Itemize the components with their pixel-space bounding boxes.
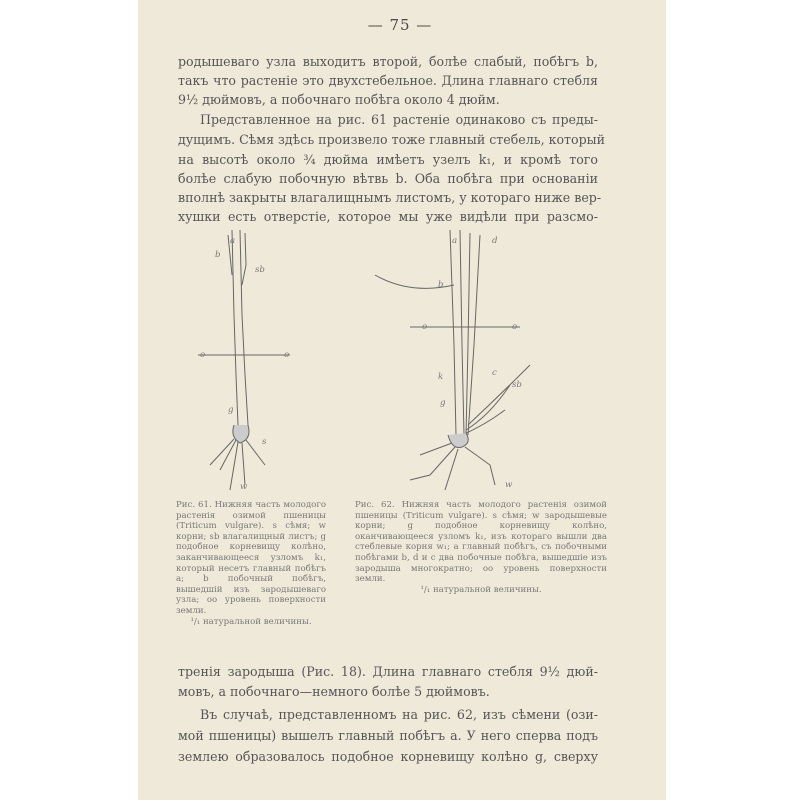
caption-scale: ¹/₁ натуральной величины. [190, 616, 312, 627]
text-line: мой пшеницы) вышелъ главный побѣгъ a. У него сперва подъ [178, 728, 598, 743]
text-line: такъ что растеніе это двухстебельное. Длина главнаго стебля [178, 73, 598, 88]
page-number: — 75 — [367, 16, 433, 34]
text-line: вполнѣ закрыты влагалищнымъ листомъ, у котораго ниже вер- [178, 190, 602, 205]
caption-text: Рис. 62. Нижняя часть молодого растенія озимой пшеницы (Triticum vulgare). s сѣмя; w зародышевые корни; g подобное корневищу колѣно, оканчивающееся узломъ k₁, изъ котораго вышли два стеблевые корня w₁; a главный побѣгъ, съ побочными побѣгами b, d и c два побочные побѣга, вышедшіе изъ зародыша многократно; oo уровень поверхности земли. [355, 500, 607, 585]
fig61-label: g [228, 405, 234, 415]
fig62-label: g [440, 398, 446, 408]
text-line: болѣе слабую побочную вѣтвь b. Оба побѣга при основаніи [178, 171, 598, 186]
figure-62-caption [355, 500, 607, 595]
text-line: Въ случаѣ, представленномъ на рис. 62, изъ сѣмени (ози- [200, 707, 598, 722]
text-line: тренія зародыша (Рис. 18). Длина главнаго стебля 9½ дюй- [178, 664, 598, 679]
text-line: землею образовалось подобное корневищу колѣно g, сверху [178, 749, 598, 764]
fig61-label: o [284, 350, 290, 360]
text-line: хушки есть отверстіе, которое мы уже видѣли при разсмо- [178, 209, 598, 224]
fig61-label: b [215, 250, 221, 260]
text-line: родышеваго узла выходитъ второй, болѣе слабый, побѣгъ b, [178, 54, 598, 69]
text-line: Представленное на рис. 61 растеніе одинаково съ преды- [200, 112, 598, 127]
figure-62-plant-drawing [370, 225, 570, 495]
text-line: мовъ, а побочнаго—немного болѣе 5 дюймовъ. [178, 684, 490, 699]
figure-61-caption [176, 500, 326, 627]
fig61-label: o [200, 350, 206, 360]
fig61-label: sb [255, 265, 265, 275]
fig61-label: w [240, 482, 248, 492]
text-line: на высотѣ около ¾ дюйма имѣетъ узелъ k₁, и кромѣ того [178, 152, 598, 167]
fig62-label: o [422, 322, 428, 332]
caption-text: Рис. 61. Нижняя часть молодого растенія озимой пшеницы (Triticum vulgare). s сѣмя; w корни; sb влагалищный листъ; g подобное корневищу колѣно, заканчивающееся узломъ k₁, который несетъ главный побѣгъ a; b побочный побѣгъ, вышедшій изъ зародышеваго узла; oo уровень поверхности земли. [176, 500, 326, 616]
text-line: 9½ дюймовъ, а побочнаго побѣга около 4 дюйм. [178, 92, 500, 107]
fig61-label: s [262, 437, 267, 447]
fig62-label: k [438, 372, 444, 382]
fig62-label: b [438, 280, 444, 290]
fig62-label: w [505, 480, 513, 490]
fig62-label: o [512, 322, 518, 332]
fig62-label: sb [512, 380, 522, 390]
fig61-label: a [230, 236, 236, 246]
fig62-label: d [492, 236, 498, 246]
fig62-label: c [492, 368, 497, 378]
text-line: дущимъ. Сѣмя здѣсь произвело тоже главный стебель, который [178, 132, 606, 147]
caption-scale: ¹/₁ натуральной величины. [420, 584, 542, 595]
fig62-label: a [452, 236, 458, 246]
